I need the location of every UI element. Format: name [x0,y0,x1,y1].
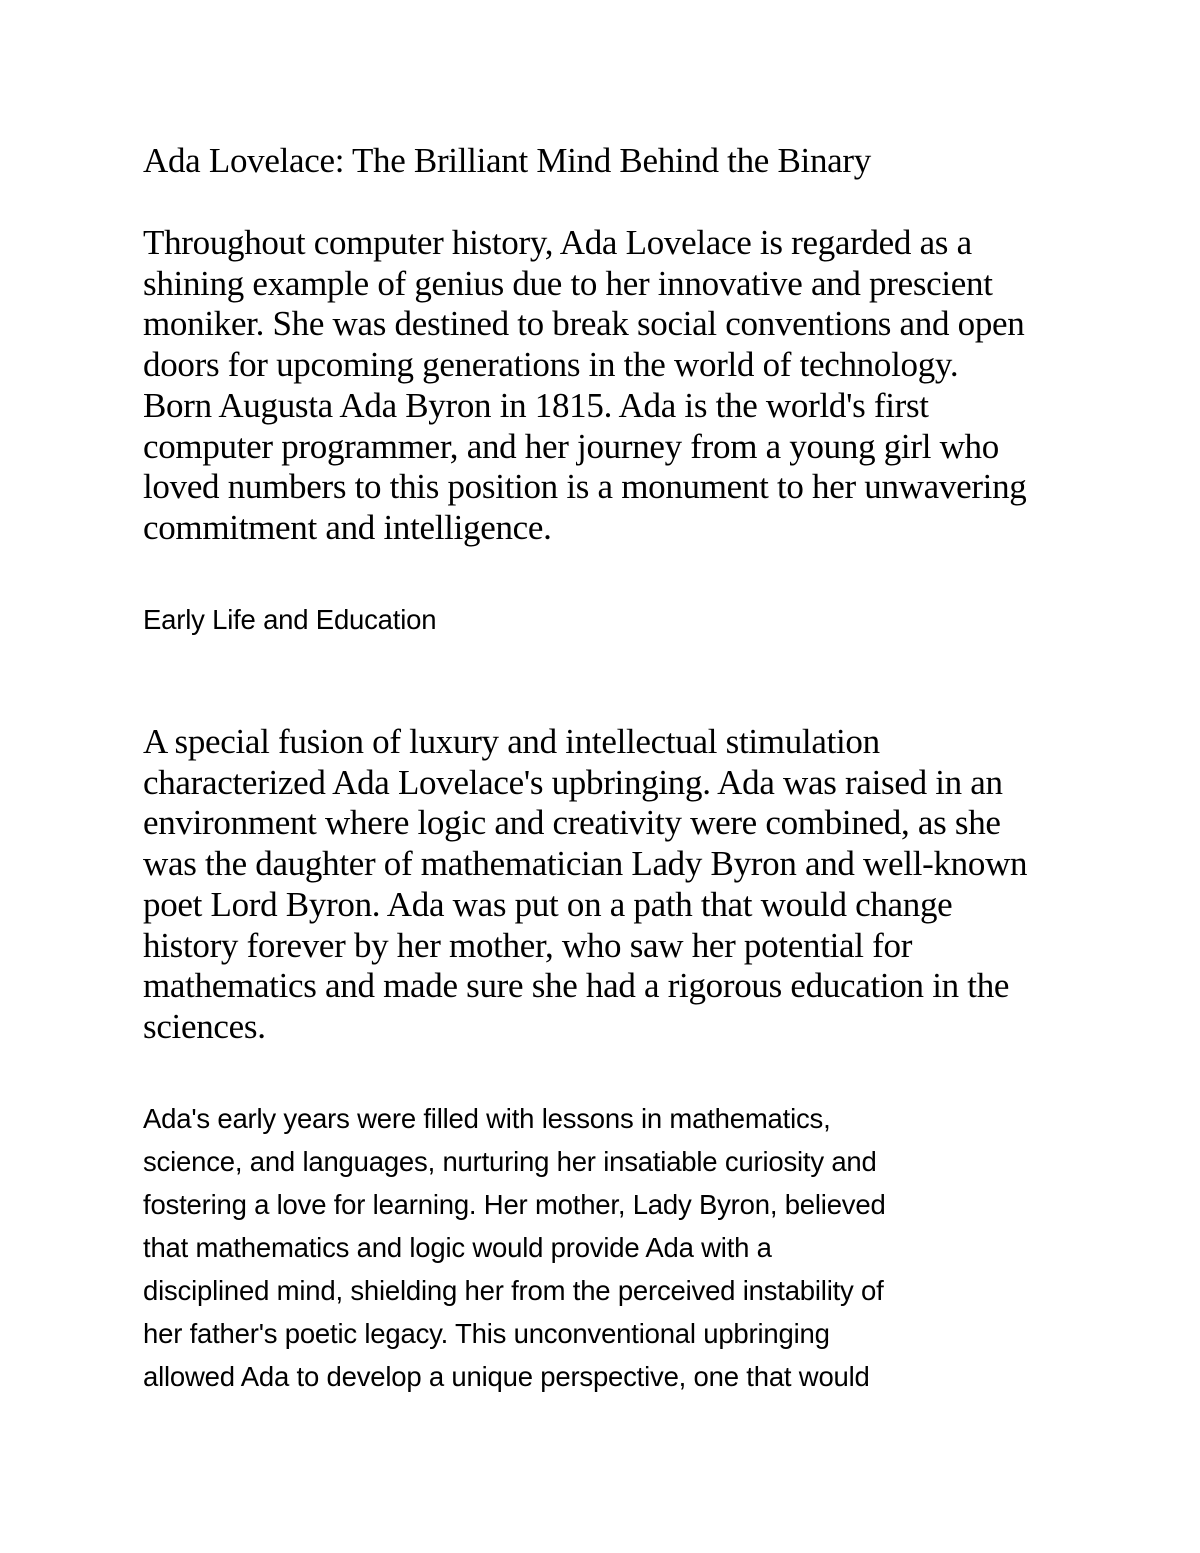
paragraph-line: shining example of genius due to her innovative and prescient [143,263,993,303]
paragraph-line: commitment and intelligence. [143,507,552,547]
paragraph-line: history forever by her mother, who saw her potential for [143,925,913,965]
document-title [143,141,1103,182]
paragraph-line: Ada's early years were filled with lessons in mathematics, [143,1103,831,1134]
section-heading [143,598,1103,641]
paragraph-line: A special fusion of luxury and intellectual stimulation [143,722,880,761]
paragraph-line: environment where logic and creativity were combined, as she [143,803,1001,843]
body-paragraph-early-years [143,1097,1103,1398]
paragraph-line: her father's poetic legacy. This unconventional upbringing [143,1318,830,1349]
paragraph-line: sciences. [143,1006,266,1046]
paragraph-line: characterized Ada Lovelace's upbringing. Ada was raised in an [143,762,1003,802]
section-heading-text: Early Life and Education [143,604,437,635]
paragraph-line: fostering a love for learning. Her mother, Lady Byron, believed [143,1189,886,1220]
paragraph-line: science, and languages, nurturing her insatiable curiosity and [143,1146,877,1177]
paragraph-line: disciplined mind, shielding her from the perceived instability of [143,1275,884,1306]
paragraph-line: moniker. She was destined to break social conventions and open [143,304,1025,344]
intro-paragraph [143,223,1103,549]
paragraph-line: poet Lord Byron. Ada was put on a path that would change [143,884,953,924]
paragraph-line: Born Augusta Ada Byron in 1815. Ada is the world's first [143,385,929,425]
paragraph-line: doors for upcoming generations in the world of technology. [143,345,959,385]
paragraph-line: was the daughter of mathematician Lady Byron and well-known [143,844,1028,884]
paragraph-line: computer programmer, and her journey from a young girl who [143,426,999,466]
paragraph-line: Throughout computer history, Ada Lovelace is regarded as a [143,223,972,262]
title-text: Ada Lovelace: The Brilliant Mind Behind the Binary [143,141,871,180]
paragraph-line: loved numbers to this position is a monument to her unwavering [143,467,1027,507]
paragraph-line: that mathematics and logic would provide Ada with a [143,1232,772,1263]
paragraph-line: allowed Ada to develop a unique perspective, one that would [143,1361,870,1392]
body-paragraph-upbringing [143,722,1103,1048]
paragraph-line: mathematics and made sure she had a rigorous education in the [143,966,1010,1006]
